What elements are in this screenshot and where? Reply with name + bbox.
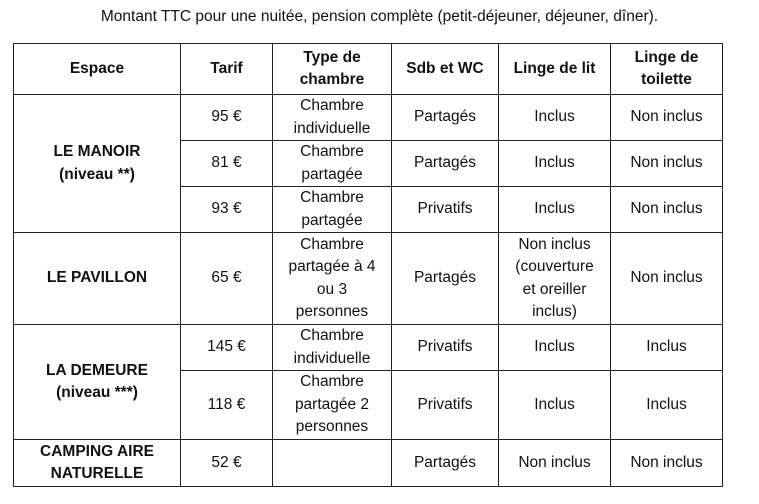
header-linge-toilette-line: Linge de <box>634 48 699 66</box>
linge-toilette-cell: Non inclus <box>611 187 723 233</box>
linge-lit-line: inclus) <box>532 303 577 320</box>
type-line: partagée à 4 <box>288 258 376 275</box>
espace-level: (niveau ***) <box>56 384 138 401</box>
type-line: Chambre <box>300 373 364 391</box>
tarif-cell: 95 € <box>181 95 273 141</box>
sdb-cell: Partagés <box>392 440 499 487</box>
linge-lit-line: Non inclus <box>518 235 591 253</box>
pricing-table <box>13 43 723 487</box>
type-line: Chambre <box>300 143 364 160</box>
linge-toilette-cell: Non inclus <box>611 141 723 187</box>
linge-toilette-cell: Non inclus <box>611 233 723 325</box>
espace-name: CAMPING AIRE <box>40 442 154 460</box>
type-line: individuelle <box>293 119 371 137</box>
tarif-cell: 93 € <box>181 187 273 233</box>
espace-name: NATURELLE <box>50 465 144 482</box>
espace-le-pavillon <box>14 233 181 325</box>
espace-name: LE MANOIR <box>53 143 141 160</box>
linge-lit-cell <box>499 233 611 325</box>
type-line: individuelle <box>293 349 371 367</box>
linge-toilette-cell: Inclus <box>611 325 723 371</box>
header-type-chambre <box>273 44 392 95</box>
type-chambre-cell <box>273 371 392 440</box>
table-row <box>14 233 723 325</box>
linge-toilette-cell: Inclus <box>611 371 723 440</box>
sdb-cell: Privatifs <box>392 325 499 371</box>
table-row <box>14 95 723 141</box>
linge-toilette-cell: Non inclus <box>611 95 723 141</box>
header-sdb-wc: Sdb et WC <box>392 44 499 95</box>
type-line: partagée <box>301 165 363 183</box>
espace-level: (niveau **) <box>59 165 135 183</box>
type-line: Chambre <box>300 327 364 344</box>
table-row <box>14 440 723 487</box>
espace-la-demeure <box>14 325 181 440</box>
header-linge-de-toilette <box>611 44 723 95</box>
type-line: Chambre <box>300 97 364 114</box>
linge-lit-line: et oreiller <box>522 280 587 298</box>
type-chambre-cell <box>273 440 392 487</box>
type-chambre-cell <box>273 325 392 371</box>
sdb-cell: Partagés <box>392 141 499 187</box>
sdb-cell: Privatifs <box>392 371 499 440</box>
type-chambre-cell <box>273 95 392 141</box>
tarif-cell: 118 € <box>181 371 273 440</box>
tarif-cell: 145 € <box>181 325 273 371</box>
sdb-cell: Privatifs <box>392 187 499 233</box>
type-line: Chambre <box>300 189 364 206</box>
type-chambre-cell <box>273 233 392 325</box>
type-line: Chambre <box>300 235 364 253</box>
type-line: personnes <box>295 303 369 320</box>
espace-name: LE PAVILLON <box>46 269 148 287</box>
espace-le-manoir <box>14 95 181 233</box>
linge-lit-cell: Inclus <box>499 95 611 141</box>
header-type-line: chambre <box>299 71 365 88</box>
header-espace: Espace <box>14 44 181 95</box>
sdb-cell: Partagés <box>392 233 499 325</box>
table-caption: Montant TTC pour une nuitée, pension complète (petit-déjeuner, déjeuner, dîner). <box>100 8 659 25</box>
header-linge-de-lit: Linge de lit <box>499 44 611 95</box>
type-chambre-cell <box>273 141 392 187</box>
type-line: personnes <box>295 418 369 436</box>
linge-lit-cell: Inclus <box>499 187 611 233</box>
sdb-cell: Partagés <box>392 95 499 141</box>
linge-lit-cell: Inclus <box>499 325 611 371</box>
header-type-line: Type de <box>303 48 361 66</box>
type-line: partagée 2 <box>294 395 370 413</box>
header-linge-toilette-line: toilette <box>641 71 692 88</box>
linge-lit-cell: Inclus <box>499 141 611 187</box>
type-line: ou 3 <box>316 280 348 298</box>
linge-lit-cell: Non inclus <box>499 440 611 487</box>
table-row <box>14 325 723 371</box>
linge-lit-cell: Inclus <box>499 371 611 440</box>
type-line: partagée <box>301 211 363 229</box>
tarif-cell: 52 € <box>181 440 273 487</box>
header-tarif: Tarif <box>181 44 273 95</box>
linge-lit-line: (couverture <box>515 258 594 275</box>
table-header-row <box>14 44 723 95</box>
espace-camping-aire-naturelle <box>14 440 181 487</box>
linge-toilette-cell: Non inclus <box>611 440 723 487</box>
tarif-cell: 81 € <box>181 141 273 187</box>
tarif-cell: 65 € <box>181 233 273 325</box>
espace-name: LA DEMEURE <box>46 361 148 379</box>
type-chambre-cell <box>273 187 392 233</box>
